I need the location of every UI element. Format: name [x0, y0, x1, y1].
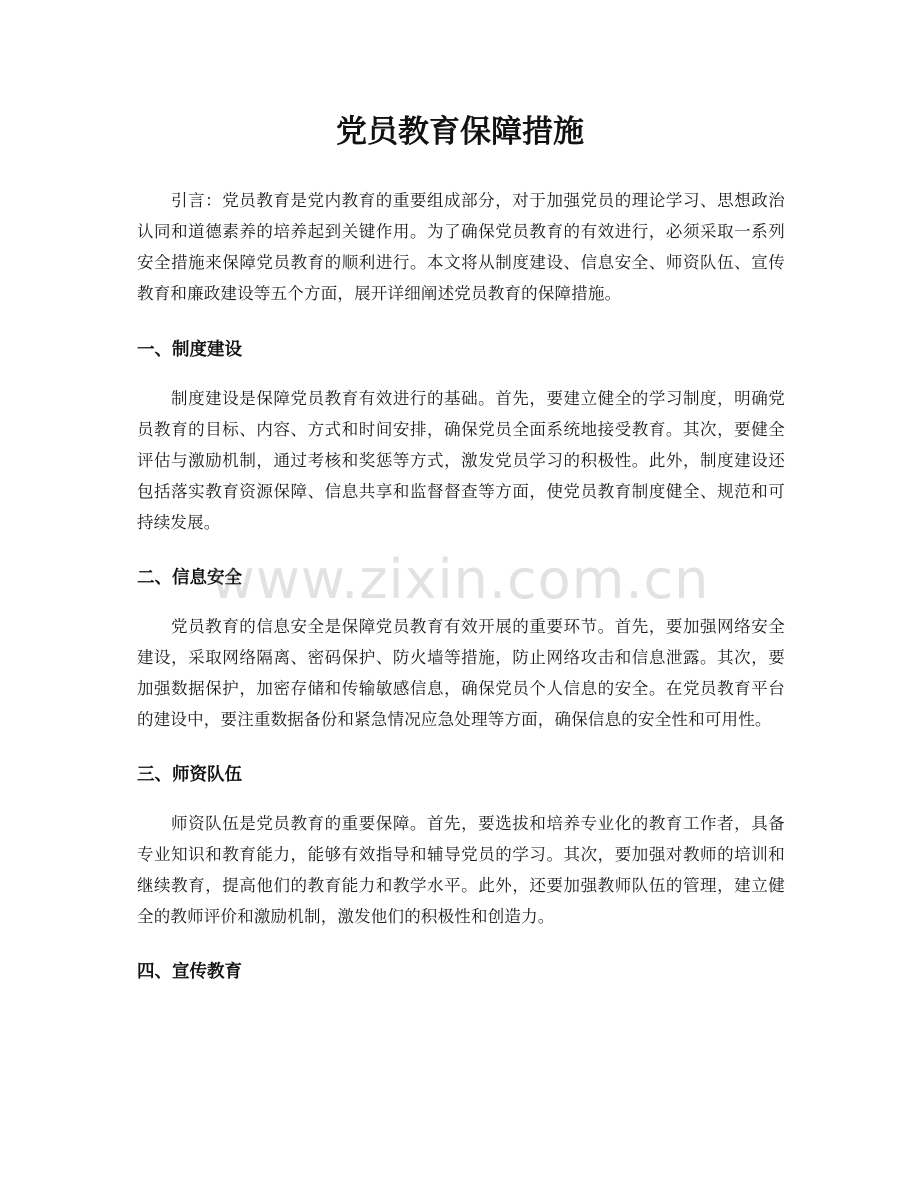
section-heading-teachers: 三、师资队伍 [137, 765, 242, 785]
section-heading-publicity: 四、宣传教育 [137, 962, 242, 982]
section-body-teachers: 师资队伍是党员教育的重要保障。首先，要选拔和培养专业化的教育工作者，具备专业知识和教育能力，能够有效指导和辅导党员的学习。其次，要加强对教师的培训和继续教育，提高他们的教育能力和教学水平。此外，还要加强教师队伍的管理，建立健全的教师评价和激励机制，激发他们的积极性和创造力。 [137, 814, 785, 926]
document-title: 党员教育保障措施 [336, 114, 584, 150]
document-body [137, 185, 785, 985]
section-body-info-security: 党员教育的信息安全是保障党员教育有效开展的重要环节。首先，要加强网络安全建设，采取网络隔离、密码保护、防火墙等措施，防止网络攻击和信息泄露。其次，要加强数据保护，加密存储和传输敏感信息，确保党员个人信息的安全。在党员教育平台的建设中，要注重数据备份和紧急情况应急处理等方面，确保信息的安全性和可用性。 [137, 617, 785, 729]
intro-paragraph: 引言：党员教育是党内教育的重要组成部分，对于加强党员的理论学习、思想政治认同和道德素养的培养起到关键作用。为了确保党员教育的有效进行，必须采取一系列安全措施来保障党员教育的顺利进行。本文将从制度建设、信息安全、师资队伍、宣传教育和廉政建设等五个方面，展开详细阐述党员教育的保障措施。 [137, 191, 785, 303]
section-heading-institution: 一、制度建设 [137, 340, 242, 360]
section-body-institution: 制度建设是保障党员教育有效进行的基础。首先，要建立健全的学习制度，明确党员教育的目标、内容、方式和时间安排，确保党员全面系统地接受教育。其次，要健全评估与激励机制，通过考核和奖惩等方式，激发党员学习的积极性。此外，制度建设还包括落实教育资源保障、信息共享和监督督查等方面，使党员教育制度健全、规范和可持续发展。 [137, 389, 785, 532]
section-heading-info-security: 二、信息安全 [137, 568, 242, 588]
watermark-text: www.zixin.com.cn [210, 548, 710, 611]
